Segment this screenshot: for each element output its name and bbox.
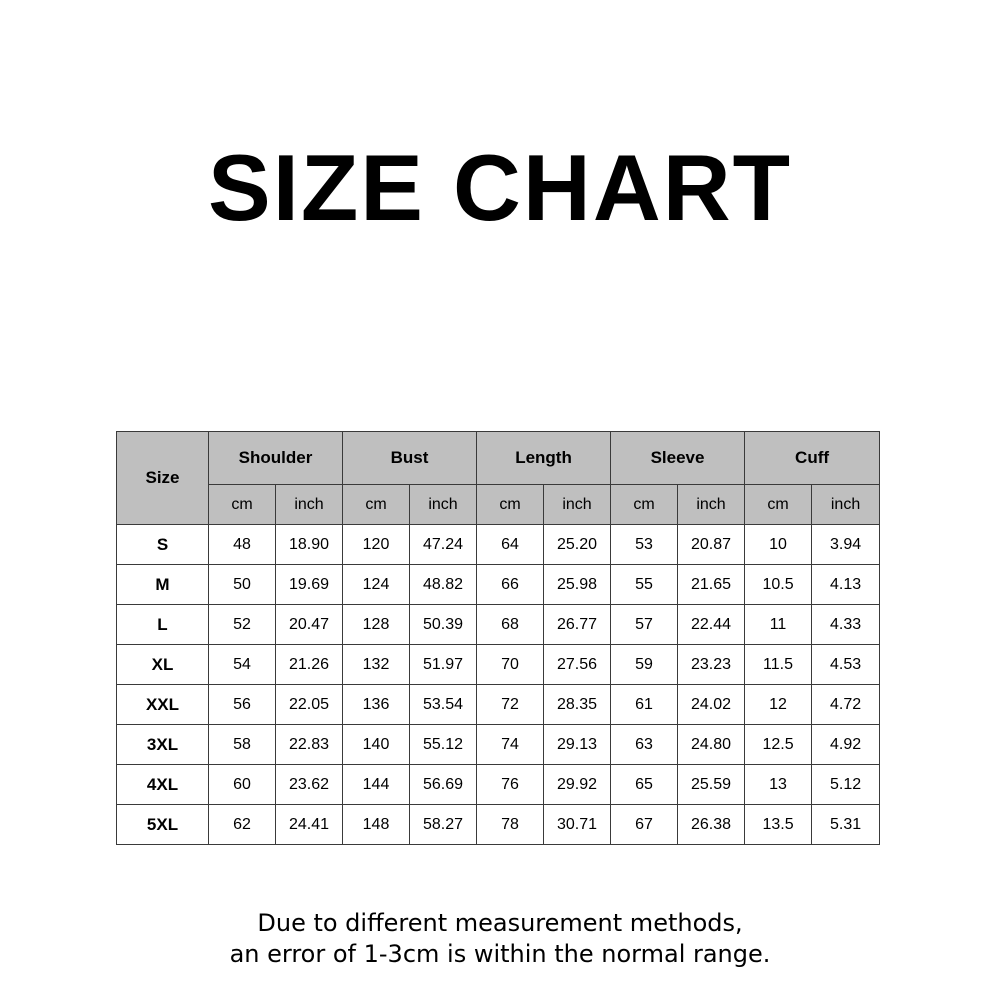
size-label-cell: XXL <box>117 685 209 725</box>
measurement-cell: 50 <box>209 565 276 605</box>
size-label-cell: 3XL <box>117 725 209 765</box>
measurement-cell: 23.23 <box>678 645 745 685</box>
measurement-cell: 11 <box>745 605 812 645</box>
measurement-cell: 148 <box>343 805 410 845</box>
measurement-cell: 66 <box>477 565 544 605</box>
size-column-header: Size <box>117 432 209 525</box>
size-chart-table <box>116 431 880 845</box>
measurement-cell: 47.24 <box>410 525 477 565</box>
table-row <box>117 765 880 805</box>
measurement-cell: 20.47 <box>276 605 343 645</box>
size-label-cell: 5XL <box>117 805 209 845</box>
shoulder-header: Shoulder <box>209 432 343 485</box>
measurement-cell: 25.20 <box>544 525 611 565</box>
unit-header-inch: inch <box>410 485 477 525</box>
measurement-cell: 25.98 <box>544 565 611 605</box>
measurement-cell: 67 <box>611 805 678 845</box>
unit-header-cm: cm <box>477 485 544 525</box>
unit-header-inch: inch <box>812 485 880 525</box>
unit-header-row <box>117 485 880 525</box>
measurement-cell: 24.02 <box>678 685 745 725</box>
measurement-cell: 78 <box>477 805 544 845</box>
measurement-cell: 3.94 <box>812 525 880 565</box>
length-header: Length <box>477 432 611 485</box>
measurement-cell: 25.59 <box>678 765 745 805</box>
measurement-cell: 27.56 <box>544 645 611 685</box>
measurement-cell: 53 <box>611 525 678 565</box>
measurement-cell: 26.38 <box>678 805 745 845</box>
bust-header: Bust <box>343 432 477 485</box>
measurement-cell: 124 <box>343 565 410 605</box>
unit-header-inch: inch <box>544 485 611 525</box>
table-row <box>117 645 880 685</box>
measurement-cell: 24.80 <box>678 725 745 765</box>
note-line-1: Due to different measurement methods, <box>257 909 743 937</box>
measurement-cell: 144 <box>343 765 410 805</box>
measurement-cell: 4.92 <box>812 725 880 765</box>
measurement-cell: 4.72 <box>812 685 880 725</box>
note-line-2: an error of 1-3cm is within the normal range. <box>229 940 771 968</box>
measurement-cell: 62 <box>209 805 276 845</box>
measurement-cell: 19.69 <box>276 565 343 605</box>
page-title: SIZE CHART <box>208 135 792 240</box>
measurement-cell: 13.5 <box>745 805 812 845</box>
measurement-cell: 52 <box>209 605 276 645</box>
group-header-row <box>117 432 880 485</box>
measurement-cell: 21.26 <box>276 645 343 685</box>
size-label-cell: S <box>117 525 209 565</box>
measurement-cell: 132 <box>343 645 410 685</box>
unit-header-inch: inch <box>276 485 343 525</box>
measurement-cell: 140 <box>343 725 410 765</box>
size-table-body <box>117 525 880 845</box>
measurement-cell: 57 <box>611 605 678 645</box>
measurement-cell: 24.41 <box>276 805 343 845</box>
measurement-cell: 21.65 <box>678 565 745 605</box>
measurement-cell: 48 <box>209 525 276 565</box>
table-row <box>117 605 880 645</box>
measurement-cell: 12.5 <box>745 725 812 765</box>
measurement-cell: 22.83 <box>276 725 343 765</box>
measurement-cell: 12 <box>745 685 812 725</box>
table-row <box>117 525 880 565</box>
size-label-cell: L <box>117 605 209 645</box>
measurement-cell: 63 <box>611 725 678 765</box>
measurement-cell: 22.05 <box>276 685 343 725</box>
measurement-cell: 68 <box>477 605 544 645</box>
measurement-cell: 18.90 <box>276 525 343 565</box>
measurement-cell: 136 <box>343 685 410 725</box>
measurement-note <box>0 908 1000 970</box>
measurement-cell: 60 <box>209 765 276 805</box>
measurement-cell: 53.54 <box>410 685 477 725</box>
measurement-cell: 4.53 <box>812 645 880 685</box>
measurement-cell: 10.5 <box>745 565 812 605</box>
measurement-cell: 13 <box>745 765 812 805</box>
measurement-cell: 51.97 <box>410 645 477 685</box>
measurement-cell: 70 <box>477 645 544 685</box>
measurement-cell: 23.62 <box>276 765 343 805</box>
unit-header-cm: cm <box>209 485 276 525</box>
table-row <box>117 725 880 765</box>
measurement-cell: 120 <box>343 525 410 565</box>
measurement-cell: 50.39 <box>410 605 477 645</box>
unit-header-inch: inch <box>678 485 745 525</box>
measurement-cell: 22.44 <box>678 605 745 645</box>
measurement-cell: 64 <box>477 525 544 565</box>
measurement-cell: 128 <box>343 605 410 645</box>
measurement-cell: 10 <box>745 525 812 565</box>
measurement-cell: 74 <box>477 725 544 765</box>
size-label-cell: XL <box>117 645 209 685</box>
unit-header-cm: cm <box>611 485 678 525</box>
sleeve-header: Sleeve <box>611 432 745 485</box>
measurement-cell: 72 <box>477 685 544 725</box>
measurement-cell: 29.92 <box>544 765 611 805</box>
measurement-cell: 61 <box>611 685 678 725</box>
measurement-cell: 48.82 <box>410 565 477 605</box>
measurement-cell: 58.27 <box>410 805 477 845</box>
measurement-cell: 26.77 <box>544 605 611 645</box>
measurement-cell: 65 <box>611 765 678 805</box>
measurement-cell: 56.69 <box>410 765 477 805</box>
table-row <box>117 565 880 605</box>
unit-header-cm: cm <box>745 485 812 525</box>
unit-header-cm: cm <box>343 485 410 525</box>
measurement-cell: 28.35 <box>544 685 611 725</box>
measurement-cell: 56 <box>209 685 276 725</box>
measurement-cell: 5.12 <box>812 765 880 805</box>
measurement-cell: 11.5 <box>745 645 812 685</box>
measurement-cell: 54 <box>209 645 276 685</box>
measurement-cell: 4.33 <box>812 605 880 645</box>
table-row <box>117 805 880 845</box>
size-label-cell: 4XL <box>117 765 209 805</box>
size-label-cell: M <box>117 565 209 605</box>
measurement-cell: 76 <box>477 765 544 805</box>
measurement-cell: 58 <box>209 725 276 765</box>
table-row <box>117 685 880 725</box>
measurement-cell: 55.12 <box>410 725 477 765</box>
measurement-cell: 55 <box>611 565 678 605</box>
measurement-cell: 20.87 <box>678 525 745 565</box>
cuff-header: Cuff <box>745 432 880 485</box>
measurement-cell: 59 <box>611 645 678 685</box>
measurement-cell: 29.13 <box>544 725 611 765</box>
measurement-cell: 30.71 <box>544 805 611 845</box>
measurement-cell: 5.31 <box>812 805 880 845</box>
measurement-cell: 4.13 <box>812 565 880 605</box>
